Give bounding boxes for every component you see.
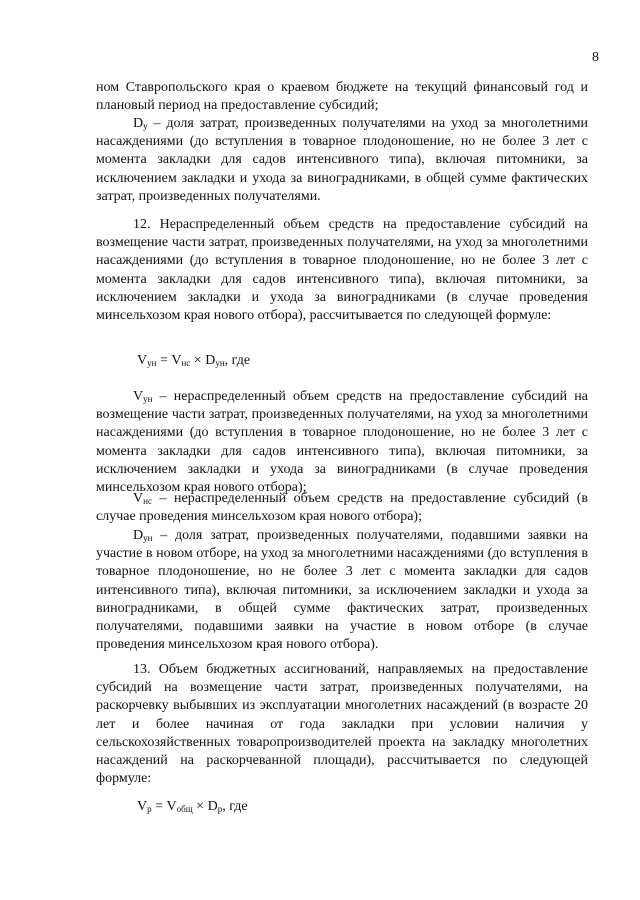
formula-op: × (190, 353, 206, 368)
formula-13 (137, 799, 248, 815)
formula-sub: р (217, 804, 223, 814)
formula-var: V (166, 799, 177, 814)
formula-var: D (207, 799, 218, 814)
page-number: 8 (592, 50, 599, 65)
formula-eq: = (151, 799, 167, 814)
formula-12 (137, 353, 250, 369)
definition-text: – доля затрат, произведенных получателями, подавшими заявки на участие в новом отборе, на уход за многолетними насаждениями (до вступления в товарное плодоношение, но не более 3 лет с момента закладки для садов интенсивного типа), включая питомники, за исключением закладки и ухода за виноградниками, в общей сумме фактических затрат, произведенных получателями, подавшими заявки на участие в новом отборе (в случае проведения минсельхозом края нового отбора). (96, 528, 588, 653)
definition-text: – доля затрат, произведенных получателями на уход за многолетними насаждениями (до вступления в товарное плодоношение, но не более 3 лет с момента закладки для садов интенсивного типа), включая питомники, за исключением закладки и ухода за виноградниками, в общей сумме фактических затрат, произведенных получателями. (96, 116, 588, 204)
formula-var: D (205, 353, 216, 368)
definition-vun (96, 388, 588, 497)
formula-var: V (137, 353, 148, 368)
symbol-subscript: ун (143, 533, 153, 543)
definition-dy (96, 115, 588, 206)
symbol: V (133, 491, 144, 506)
symbol-subscript: нс (143, 496, 152, 506)
definition-text: – нераспределенный объем средств на предоставление субсидий (в случае проведения минсельхозом края нового отбора); (96, 491, 588, 525)
symbol: D (133, 116, 144, 131)
formula-var: V (137, 799, 148, 814)
formula-tail: , где (224, 353, 251, 368)
paragraph-12: 12. Нераспределенный объем средств на предоставление субсидий на возмещение части затрат, произведенных получателями, на уход за многолетними насаждениями (до вступления в товарное плодоношение, но не более 3 лет с момента закладки для садов интенсивного типа), включая питомники, за исключением закладки и ухода за виноградниками (в случае проведения минсельхозом края нового отбора), рассчитывается по следующей формуле: (96, 217, 588, 324)
formula-tail: , где (222, 799, 248, 814)
symbol: D (133, 528, 144, 543)
symbol: V (133, 389, 144, 404)
formula-sub: р (147, 804, 152, 814)
formula-sub: общ (176, 804, 193, 814)
formula-op: × (192, 799, 208, 814)
symbol-subscript: у (143, 121, 148, 131)
formula-var: V (171, 353, 182, 368)
symbol-subscript: ун (143, 394, 153, 404)
formula-sub: ун (147, 358, 157, 368)
definition-vns (96, 490, 588, 526)
definition-dun (96, 527, 588, 654)
definition-text: – нераспределенный объем средств на предоставление субсидий на возмещение части затрат, произведенных получателями, на уход за многолетними насаждениями (до вступления в товарное плодоношение, но не более 3 лет с момента закладки для садов интенсивного типа), включая питомники, за исключением закладки и ухода за виноградниками (в случае проведения минсельхозом края нового отбора); (96, 389, 588, 496)
formula-eq: = (156, 353, 172, 368)
formula-sub: нс (181, 358, 191, 368)
paragraph-13: 13. Объем бюджетных ассигнований, направляемых на предоставление субсидий на возмещение части затрат, произведенных получателями, на раскорчевку выбывших из эксплуатации многолетних насаждений (в возрасте 20 лет и более начиная от года закладки при условии наличия у сельскохозяйственных товаропроизводителей проекта на закладку многолетних насаждений на раскорчеванной площади), рассчитывается по следующей формуле: (96, 662, 588, 787)
paragraph-intro: ном Ставропольского края о краевом бюджете на текущий финансовый год и плановый период на предоставление субсидий; (96, 80, 588, 114)
formula-sub: ун (215, 358, 225, 368)
